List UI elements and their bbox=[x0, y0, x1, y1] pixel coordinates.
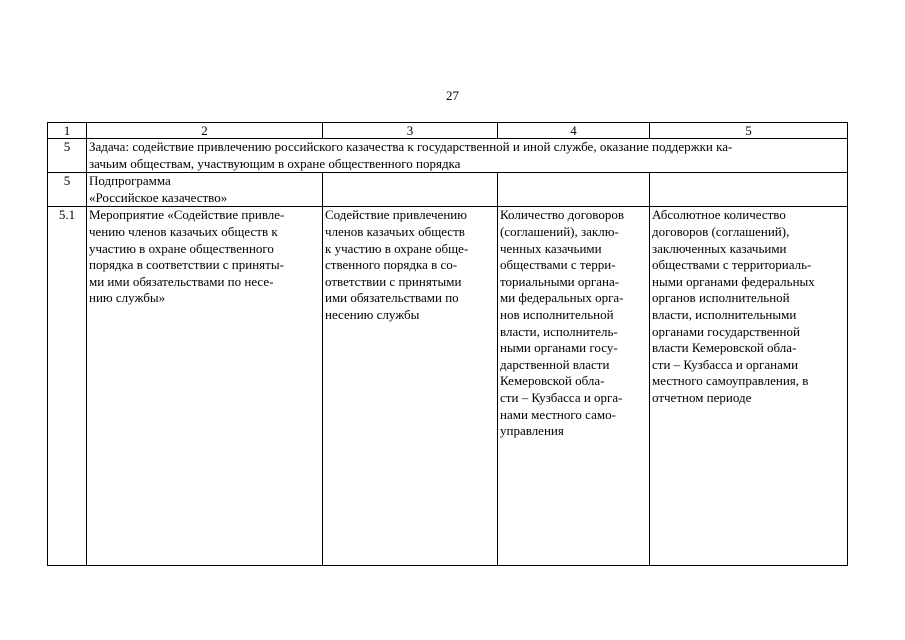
text-line: Абсолютное количество bbox=[652, 207, 786, 223]
text-line: «Российское казачество» bbox=[89, 189, 228, 205]
subprogram-cell-3 bbox=[323, 173, 498, 207]
page-number: 27 bbox=[446, 88, 459, 103]
text-line: (соглашений), заклю- bbox=[500, 223, 619, 239]
text-line: ственного порядка в со- bbox=[325, 257, 458, 273]
subprogram-title bbox=[87, 173, 323, 207]
program-table bbox=[47, 122, 848, 566]
text-line: ответствии с принятыми bbox=[325, 273, 462, 289]
text-line: заключенных казачьими bbox=[652, 240, 787, 256]
text-line: ими обязательствами по bbox=[325, 290, 459, 306]
text-line: ными органами госу- bbox=[500, 340, 618, 356]
text-line: местного самоуправления, в bbox=[652, 373, 809, 389]
text-line: к участию в охране обще- bbox=[325, 240, 469, 256]
text-line: членов казачьих обществ bbox=[325, 223, 465, 239]
header-col-1: 1 bbox=[48, 123, 87, 139]
text-line: чению членов казачьих обществ к bbox=[89, 223, 278, 239]
text-line: органов исполнительной bbox=[652, 290, 790, 306]
text-line: сти – Кузбасса и органами bbox=[652, 356, 799, 372]
text-line: власти Кемеровской обла- bbox=[652, 340, 797, 356]
text-line: сти – Кузбасса и орга- bbox=[500, 389, 623, 405]
task-row bbox=[48, 139, 848, 173]
text-line: Мероприятие «Содействие привле- bbox=[89, 207, 285, 223]
measure-row bbox=[48, 207, 848, 566]
measure-description bbox=[323, 207, 498, 566]
header-col-4: 4 bbox=[498, 123, 650, 139]
text-line: несению службы bbox=[325, 306, 420, 322]
text-line: управления bbox=[500, 423, 564, 439]
text-line: участию в охране общественного bbox=[89, 240, 274, 256]
text-line: ченных казачьими bbox=[500, 240, 602, 256]
text-line: ми федеральных орга- bbox=[500, 290, 624, 306]
subprogram-cell-5 bbox=[650, 173, 848, 207]
text-line: обществами с терри- bbox=[500, 257, 616, 273]
text-line: власти, исполнительными bbox=[652, 306, 797, 322]
measure-indicator-method bbox=[650, 207, 848, 566]
text-line: органами государственной bbox=[652, 323, 800, 339]
subprogram-number: 5 bbox=[48, 173, 87, 207]
table-header-row bbox=[48, 123, 848, 139]
text-line: ными органами федеральных bbox=[652, 273, 815, 289]
text-line: договоров (соглашений), bbox=[652, 223, 790, 239]
text-line: ториальными органа- bbox=[500, 273, 620, 289]
header-col-5: 5 bbox=[650, 123, 848, 139]
text-line: зачьим обществам, участвующим в охране общественного порядка bbox=[89, 155, 461, 171]
text-line: власти, исполнитель- bbox=[500, 323, 618, 339]
header-col-2: 2 bbox=[87, 123, 323, 139]
text-line: Содействие привлечению bbox=[325, 207, 467, 223]
text-line: нию службы» bbox=[89, 290, 166, 306]
header-col-3: 3 bbox=[323, 123, 498, 139]
text-line: нами местного само- bbox=[500, 406, 616, 422]
subprogram-row bbox=[48, 173, 848, 207]
text-line: Кемеровской обла- bbox=[500, 373, 605, 389]
text-line: дарственной власти bbox=[500, 356, 610, 372]
text-line: нов исполнительной bbox=[500, 306, 614, 322]
task-number: 5 bbox=[48, 139, 87, 173]
text-line: Количество договоров bbox=[500, 207, 624, 223]
subprogram-cell-4 bbox=[498, 173, 650, 207]
text-line: Задача: содействие привлечению российского казачества к государственной и иной службе, оказание поддержки ка- bbox=[89, 139, 733, 154]
text-line: отчетном периоде bbox=[652, 389, 752, 405]
measure-name bbox=[87, 207, 323, 566]
task-text bbox=[87, 139, 848, 173]
measure-indicator bbox=[498, 207, 650, 566]
text-line: обществами с территориаль- bbox=[652, 257, 812, 273]
measure-number: 5.1 bbox=[48, 207, 87, 566]
text-line: Подпрограмма bbox=[89, 173, 171, 189]
text-line: порядка в соответствии с приняты- bbox=[89, 257, 284, 273]
text-line: ми ими обязательствами по несе- bbox=[89, 273, 274, 289]
